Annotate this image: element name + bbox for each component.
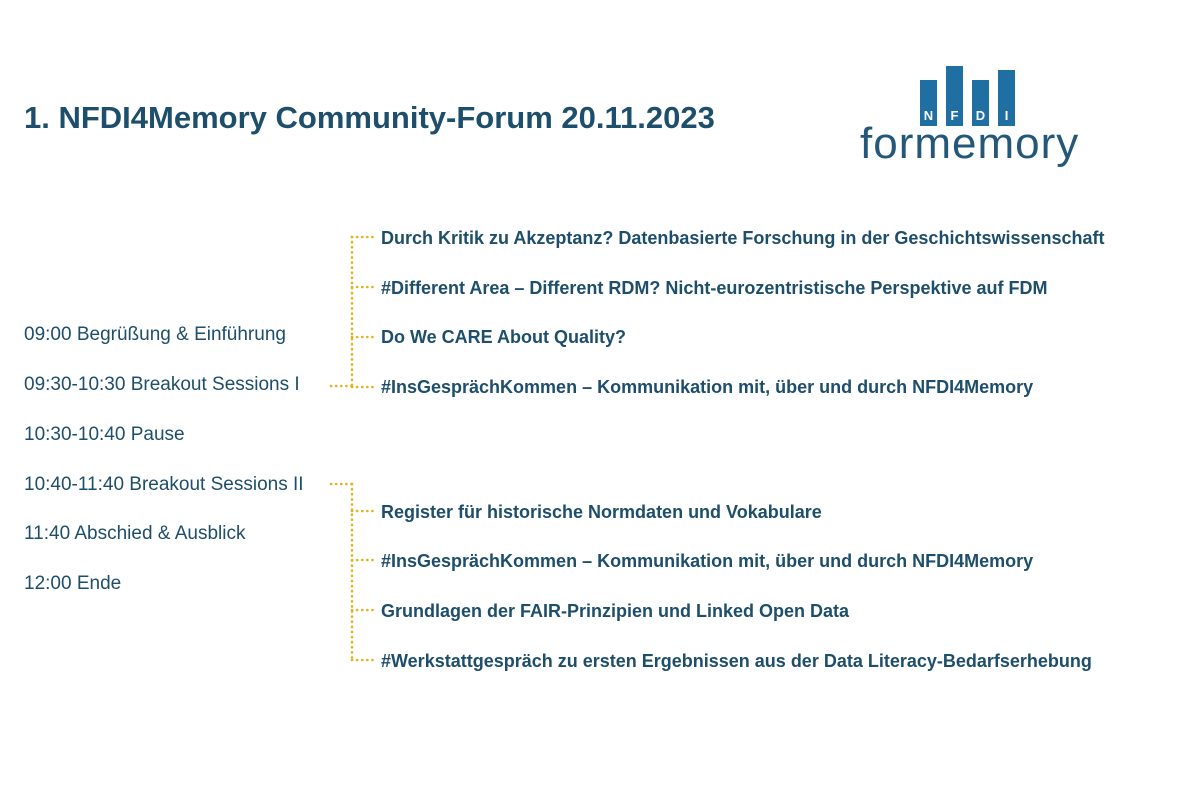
- page-title: 1. NFDI4Memory Community-Forum 20.11.2023: [24, 100, 715, 135]
- logo-letter: D: [975, 108, 986, 123]
- session-1-item: #InsGesprächKommen – Kommunikation mit, über und durch NFDI4Memory: [381, 377, 1034, 397]
- session-2-item: Grundlagen der FAIR-Prinzipien und Linked Open Data: [381, 601, 850, 621]
- agenda-item: 10:30-10:40 Pause: [24, 424, 185, 445]
- logo-letter: I: [1004, 108, 1009, 123]
- agenda-item: 12:00 Ende: [24, 573, 122, 594]
- session-2-item: Register für historische Normdaten und Vokabulare: [381, 502, 822, 522]
- session-2-item: #InsGesprächKommen – Kommunikation mit, über und durch NFDI4Memory: [381, 551, 1034, 571]
- logo-letter: F: [950, 108, 959, 123]
- agenda-item: 09:30-10:30 Breakout Sessions I: [24, 374, 300, 395]
- session-2-item: #Werkstattgespräch zu ersten Ergebnissen aus der Data Literacy-Bedarfserhebung: [381, 651, 1092, 671]
- agenda-item: 09:00 Begrüßung & Einführung: [24, 324, 286, 345]
- session-1-item: Do We CARE About Quality?: [381, 327, 626, 347]
- session-1-item: Durch Kritik zu Akzeptanz? Datenbasierte Forschung in der Geschichtswissenschaft: [381, 228, 1105, 248]
- agenda-item: 10:40-11:40 Breakout Sessions II: [24, 474, 304, 495]
- session-1-item: #Different Area – Different RDM? Nicht-eurozentristische Perspektive auf FDM: [381, 278, 1048, 298]
- logo-wordmark: formemory: [860, 119, 1080, 168]
- logo-letter: N: [923, 108, 934, 123]
- agenda-item: 11:40 Abschied & Ausblick: [24, 523, 246, 544]
